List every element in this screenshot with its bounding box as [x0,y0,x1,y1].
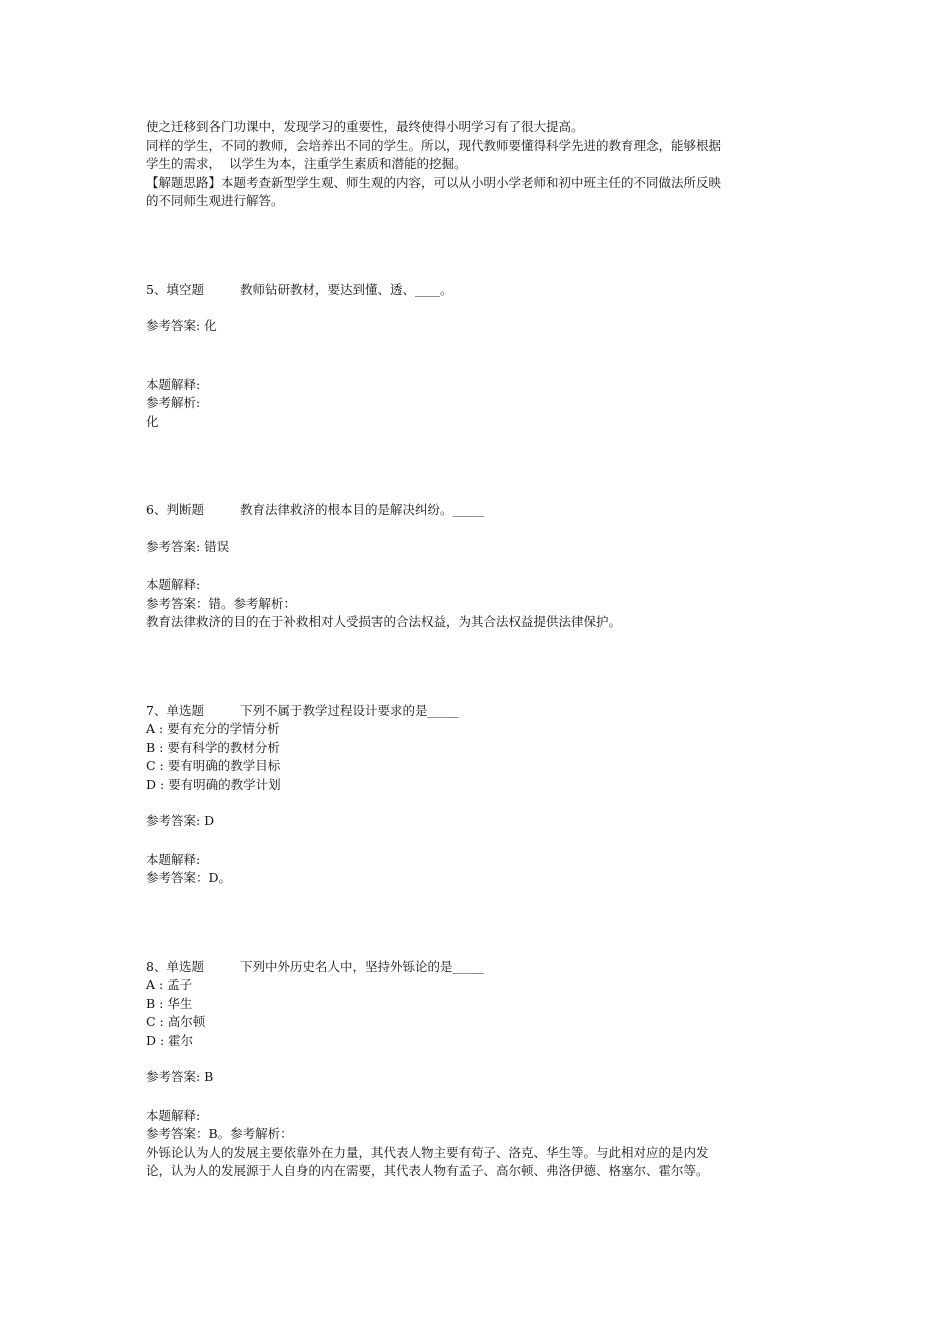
intro-line: 的不同师生观进行解答。 [146,193,284,208]
option-a: A : 要有充分的学情分析 [146,721,280,736]
explanation-line: 参考答案：错。参考解析： [146,595,297,611]
question-stem: 教师钻研教材，要达到懂、透、____。 [240,281,453,297]
option-d: D : 要有明确的教学计划 [146,776,281,792]
question-stem: 下列中外历史名人中，坚持外铄论的是_____ [240,958,484,974]
answer-line: 参考答案: B [146,1069,214,1084]
answer-line: 参考答案: 错误 [146,538,230,554]
intro-line: 同样的学生，不同的教师，会培养出不同的学生。所以，现代教师要懂得科学先进的教育理念，能够根据 [146,137,722,153]
explanation-label: 本题解释: [146,1107,201,1123]
intro-line: 学生的需求， 以学生为本，注重学生素质和潜能的挖掘。 [146,156,467,171]
explanation-label: 本题解释: [146,376,201,392]
explanation-label: 本题解释: [146,577,201,592]
answer-line: 参考答案: D [146,813,215,828]
intro-paragraph [146,118,806,211]
option-b: B : 华生 [146,995,193,1011]
question-number: 8、单选题 [146,958,204,974]
question-number: 7、单选题 [146,702,204,718]
question-header [146,702,806,721]
document-page [146,118,806,1181]
explanation-label: 本题解释: [146,851,201,867]
question-6 [146,501,806,632]
option-d: D : 霍尔 [146,1032,194,1048]
question-stem: 下列不属于教学过程设计要求的是_____ [240,702,459,718]
question-number: 6、判断题 [146,502,204,517]
explanation-line: 化 [146,413,159,429]
option-c: C : 高尔顿 [146,1014,206,1029]
explanation-line: 外铄论认为人的发展主要依靠外在力量，其代表人物主要有荀子、洛克、华生等。与此相对应的是内发 [146,1144,709,1160]
question-5 [146,281,806,432]
question-8 [146,958,806,1181]
question-7 [146,702,806,888]
intro-line: 【解题思路】本题考查新型学生观、师生观的内容，可以从小明小学老师和初中班主任的不同做法所反映 [146,174,722,190]
explanation-line: 参考答案：B。参考解析： [146,1126,293,1141]
question-stem: 教育法律救济的根本目的是解决纠纷。_____ [240,502,484,517]
intro-line: 使之迁移到各门功课中，发现学习的重要性，最终使得小明学习有了很大提高。 [146,119,584,134]
question-header [146,501,806,520]
option-b: B : 要有科学的教材分析 [146,739,280,755]
explanation-line: 参考答案：D。 [146,870,232,885]
explanation-line: 教育法律救济的目的在于补救相对人受损害的合法权益，为其合法权益提供法律保护。 [146,614,622,629]
option-c: C : 要有明确的教学目标 [146,758,281,773]
explanation-line: 论，认为人的发展源于人自身的内在需要，其代表人物有孟子、高尔顿、弗洛伊德、格塞尔、霍尔等。 [146,1163,709,1178]
option-a: A : 孟子 [146,977,193,992]
explanation-line: 参考解析: [146,395,201,410]
answer-line: 参考答案: 化 [146,318,217,333]
question-header [146,958,806,977]
question-number: 5、填空题 [146,281,204,297]
question-header [146,281,806,300]
